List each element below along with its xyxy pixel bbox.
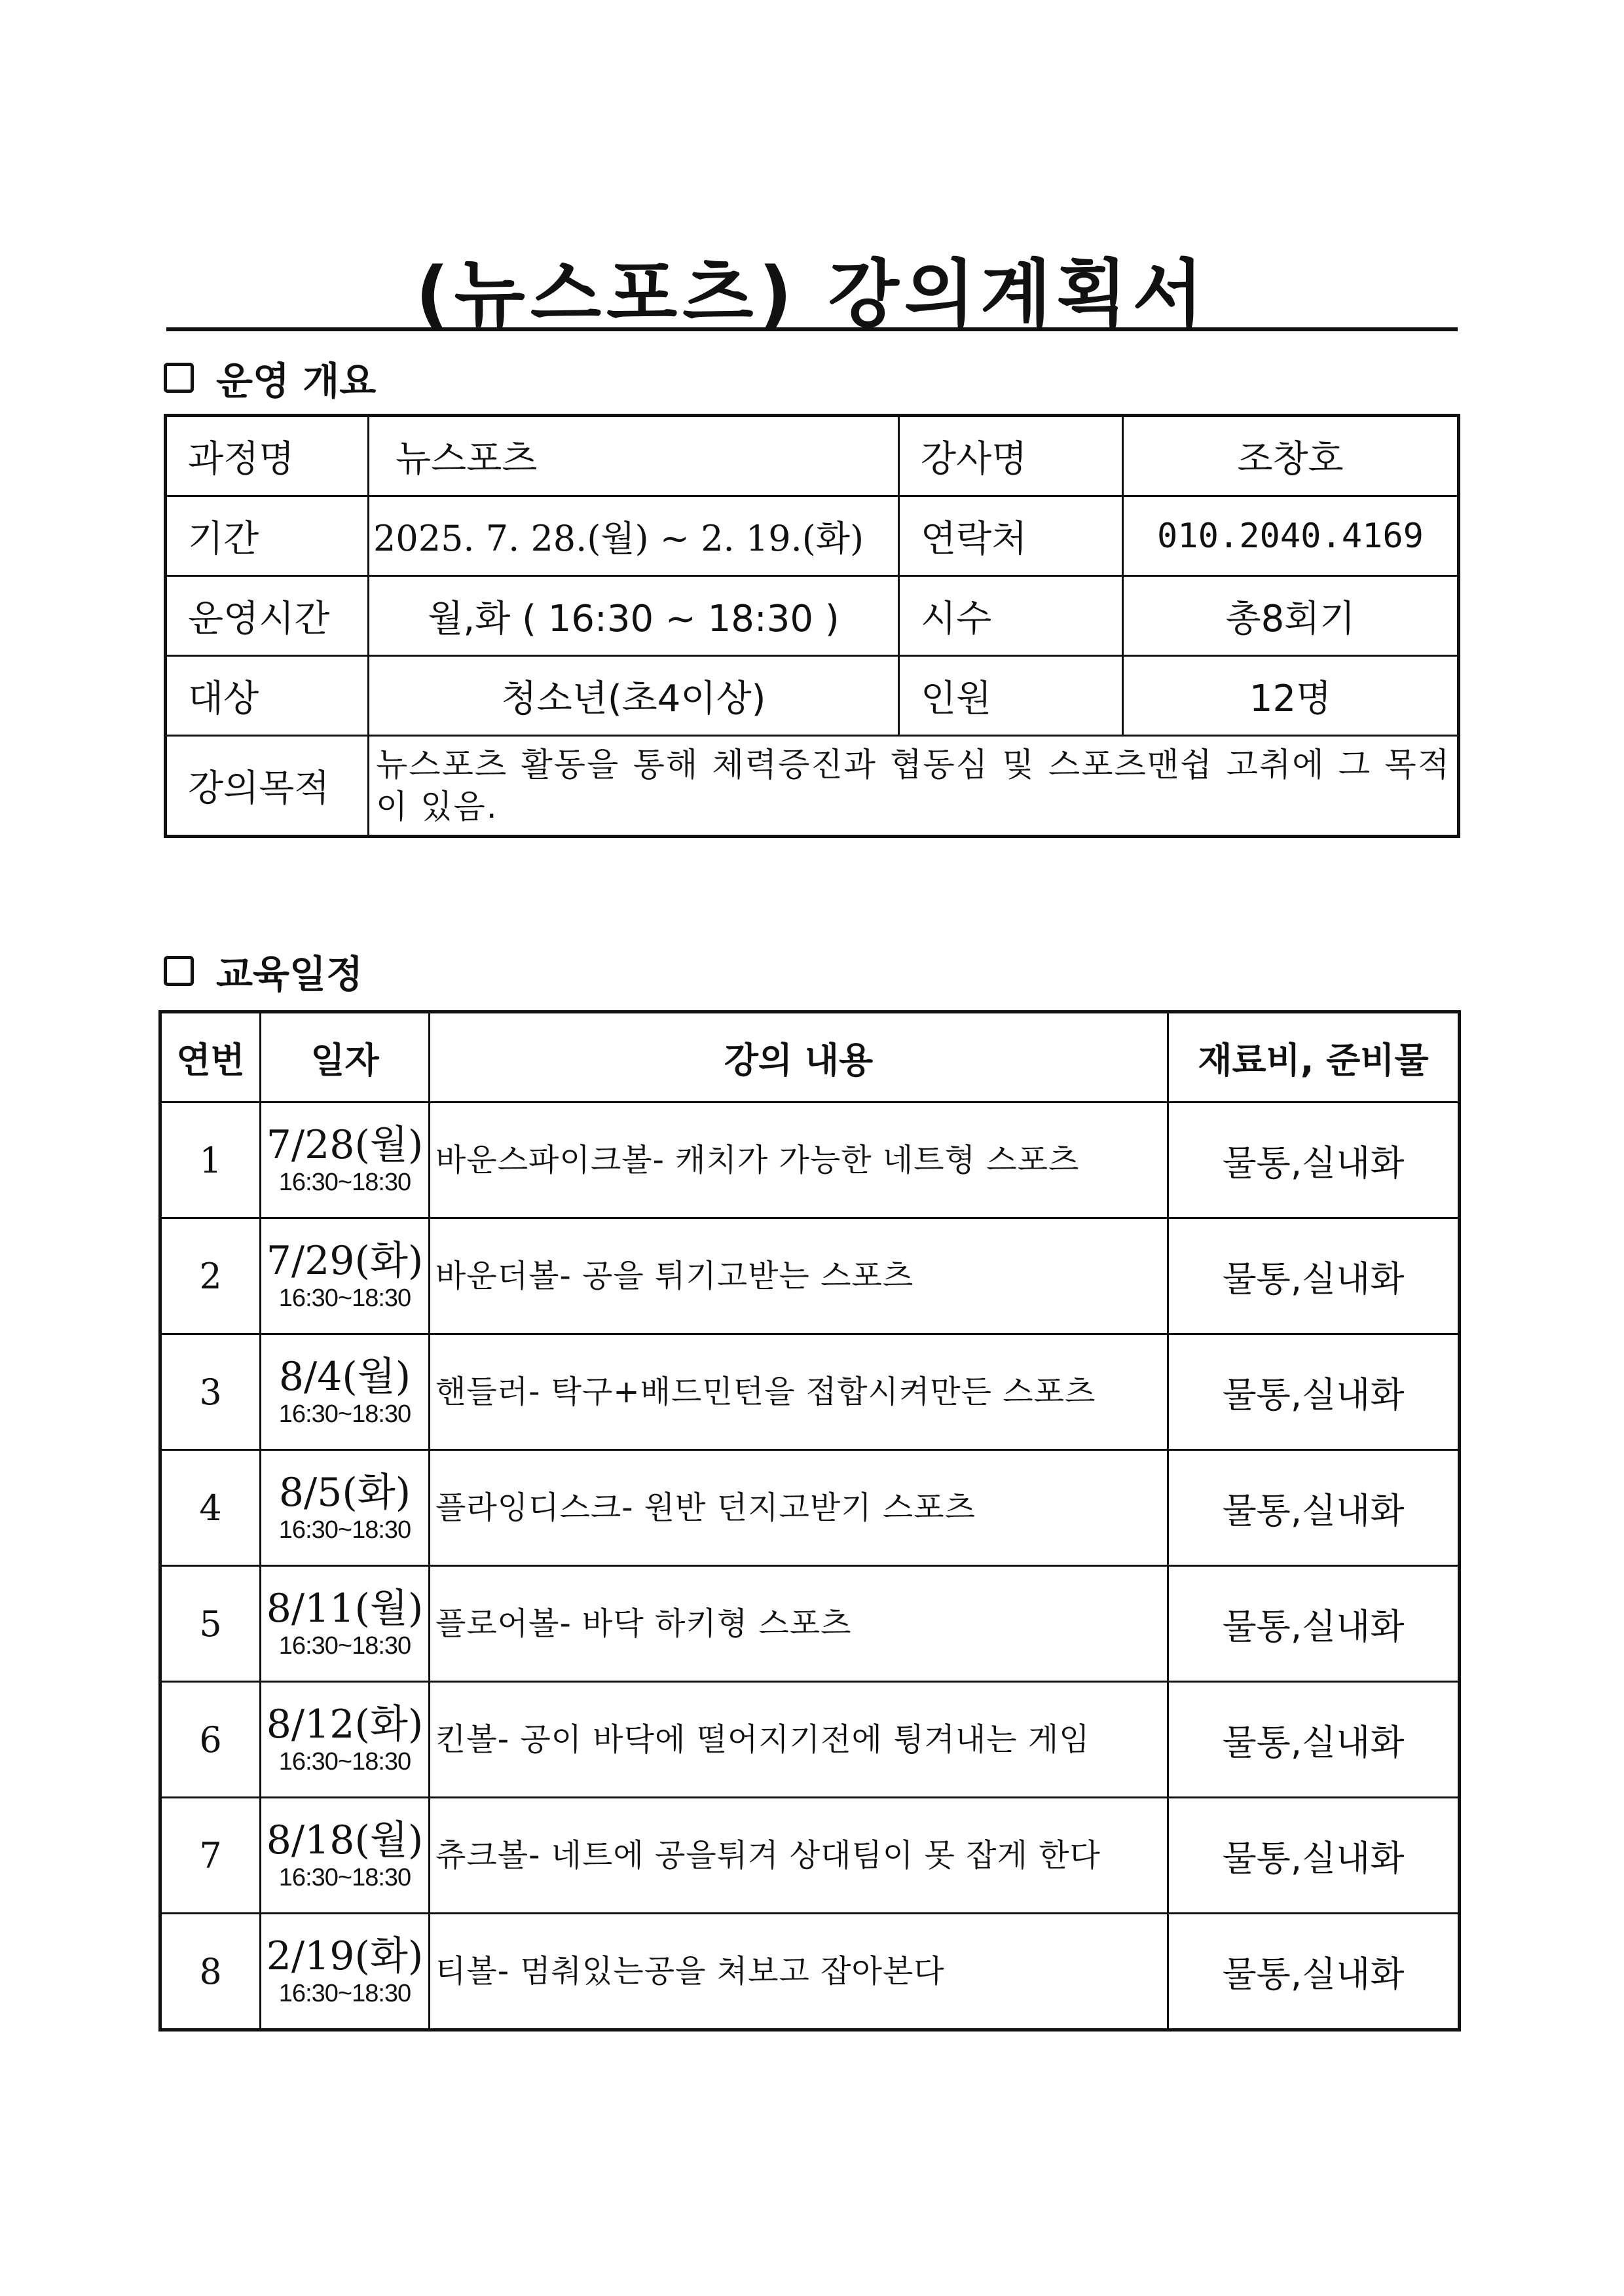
row-materials: 물통,실내화 — [1168, 1914, 1460, 2030]
schedule-row — [160, 1334, 1460, 1450]
overview-row-hours — [166, 576, 1459, 656]
row-date: 8/5(화) — [278, 1470, 411, 1516]
row-date: 8/12(화) — [266, 1702, 424, 1747]
row-date: 2/19(화) — [266, 1933, 424, 1979]
row-number: 6 — [160, 1682, 261, 1798]
period-value: 2025. 7. 28.(월) ~ 2. 19.(화) — [369, 496, 899, 576]
overview-row-target — [166, 656, 1459, 736]
row-materials: 물통,실내화 — [1168, 1102, 1460, 1218]
overview-table — [164, 414, 1460, 838]
schedule-header-row — [160, 1012, 1460, 1102]
header-materials: 재료비, 준비물 — [1168, 1012, 1460, 1102]
course-value: 뉴스포츠 — [369, 416, 899, 496]
schedule-row — [160, 1682, 1460, 1798]
section-schedule-heading — [164, 948, 363, 994]
row-date-cell — [261, 1334, 430, 1450]
row-content: 플로어볼- 바닥 하키형 스포츠 — [430, 1566, 1168, 1682]
contact-value: 010.2040.4169 — [1123, 496, 1459, 576]
row-date-cell — [261, 1798, 430, 1914]
section-overview-label: 운영 개요 — [216, 359, 377, 403]
row-date-cell — [261, 1566, 430, 1682]
row-date: 8/4(월) — [278, 1354, 411, 1400]
schedule-row — [160, 1218, 1460, 1334]
schedule-table — [158, 1010, 1461, 2032]
checkbox-icon — [164, 956, 194, 986]
row-time: 16:30~18:30 — [278, 1980, 411, 2007]
row-number: 1 — [160, 1102, 261, 1218]
people-label: 인원 — [899, 656, 1123, 736]
checkbox-icon — [164, 363, 194, 393]
hours-value: 월,화 ( 16:30 ~ 18:30 ) — [369, 576, 899, 656]
row-content: 플라잉디스크- 원반 던지고받기 스포츠 — [430, 1450, 1168, 1566]
schedule-row — [160, 1914, 1460, 2030]
overview-row-course — [166, 416, 1459, 496]
section-schedule-label: 교육일정 — [216, 952, 363, 996]
title-underline — [166, 327, 1458, 331]
row-date-cell — [261, 1914, 430, 2030]
row-number: 5 — [160, 1566, 261, 1682]
row-date: 8/18(월) — [266, 1817, 424, 1863]
row-content: 츄크볼- 네트에 공을튀겨 상대팀이 못 잡게 한다 — [430, 1798, 1168, 1914]
row-number: 2 — [160, 1218, 261, 1334]
contact-label: 연락처 — [899, 496, 1123, 576]
instructor-value: 조창호 — [1123, 416, 1459, 496]
row-materials: 물통,실내화 — [1168, 1566, 1460, 1682]
period-label: 기간 — [166, 496, 369, 576]
header-date: 일자 — [261, 1012, 430, 1102]
overview-row-purpose — [166, 736, 1459, 837]
row-date-cell — [261, 1218, 430, 1334]
sessions-value: 총8회기 — [1123, 576, 1459, 656]
header-number: 연번 — [160, 1012, 261, 1102]
row-date-cell — [261, 1102, 430, 1218]
header-content: 강의 내용 — [430, 1012, 1168, 1102]
row-materials: 물통,실내화 — [1168, 1682, 1460, 1798]
target-value: 청소년(초4이상) — [369, 656, 899, 736]
schedule-row — [160, 1102, 1460, 1218]
schedule-row — [160, 1566, 1460, 1682]
row-content: 핸들러- 탁구+배드민턴을 접합시켜만든 스포츠 — [430, 1334, 1168, 1450]
row-time: 16:30~18:30 — [278, 1400, 411, 1428]
row-content: 티볼- 멈춰있는공을 쳐보고 잡아본다 — [430, 1914, 1168, 2030]
row-content: 킨볼- 공이 바닥에 떨어지기전에 튕겨내는 게임 — [430, 1682, 1168, 1798]
row-date: 7/29(화) — [266, 1238, 424, 1284]
row-date: 8/11(월) — [266, 1586, 424, 1631]
row-materials: 물통,실내화 — [1168, 1450, 1460, 1566]
row-time: 16:30~18:30 — [278, 1748, 411, 1776]
instructor-label: 강사명 — [899, 416, 1123, 496]
people-value: 12명 — [1123, 656, 1459, 736]
row-content: 바운스파이크볼- 캐치가 가능한 네트형 스포츠 — [430, 1102, 1168, 1218]
row-materials: 물통,실내화 — [1168, 1334, 1460, 1450]
row-time: 16:30~18:30 — [278, 1632, 411, 1660]
row-time: 16:30~18:30 — [278, 1516, 411, 1544]
row-number: 8 — [160, 1914, 261, 2030]
row-time: 16:30~18:30 — [278, 1864, 411, 1891]
purpose-value: 뉴스포츠 활동을 통해 체력증진과 협동심 및 스포츠맨쉽 고취에 그 목적이 있음. — [369, 736, 1459, 837]
schedule-row — [160, 1798, 1460, 1914]
row-date-cell — [261, 1682, 430, 1798]
section-overview-heading — [164, 355, 376, 401]
row-time: 16:30~18:30 — [278, 1285, 411, 1312]
row-date: 7/28(월) — [266, 1122, 424, 1168]
row-date-cell — [261, 1450, 430, 1566]
row-number: 7 — [160, 1798, 261, 1914]
row-time: 16:30~18:30 — [278, 1169, 411, 1196]
page-title: (뉴스포츠) 강의계획서 — [415, 252, 1209, 337]
overview-row-period — [166, 496, 1459, 576]
purpose-label: 강의목적 — [166, 736, 369, 837]
sessions-label: 시수 — [899, 576, 1123, 656]
row-materials: 물통,실내화 — [1168, 1798, 1460, 1914]
target-label: 대상 — [166, 656, 369, 736]
hours-label: 운영시간 — [166, 576, 369, 656]
row-content: 바운더볼- 공을 튀기고받는 스포츠 — [430, 1218, 1168, 1334]
row-number: 4 — [160, 1450, 261, 1566]
course-label: 과정명 — [166, 416, 369, 496]
row-number: 3 — [160, 1334, 261, 1450]
schedule-row — [160, 1450, 1460, 1566]
row-materials: 물통,실내화 — [1168, 1218, 1460, 1334]
